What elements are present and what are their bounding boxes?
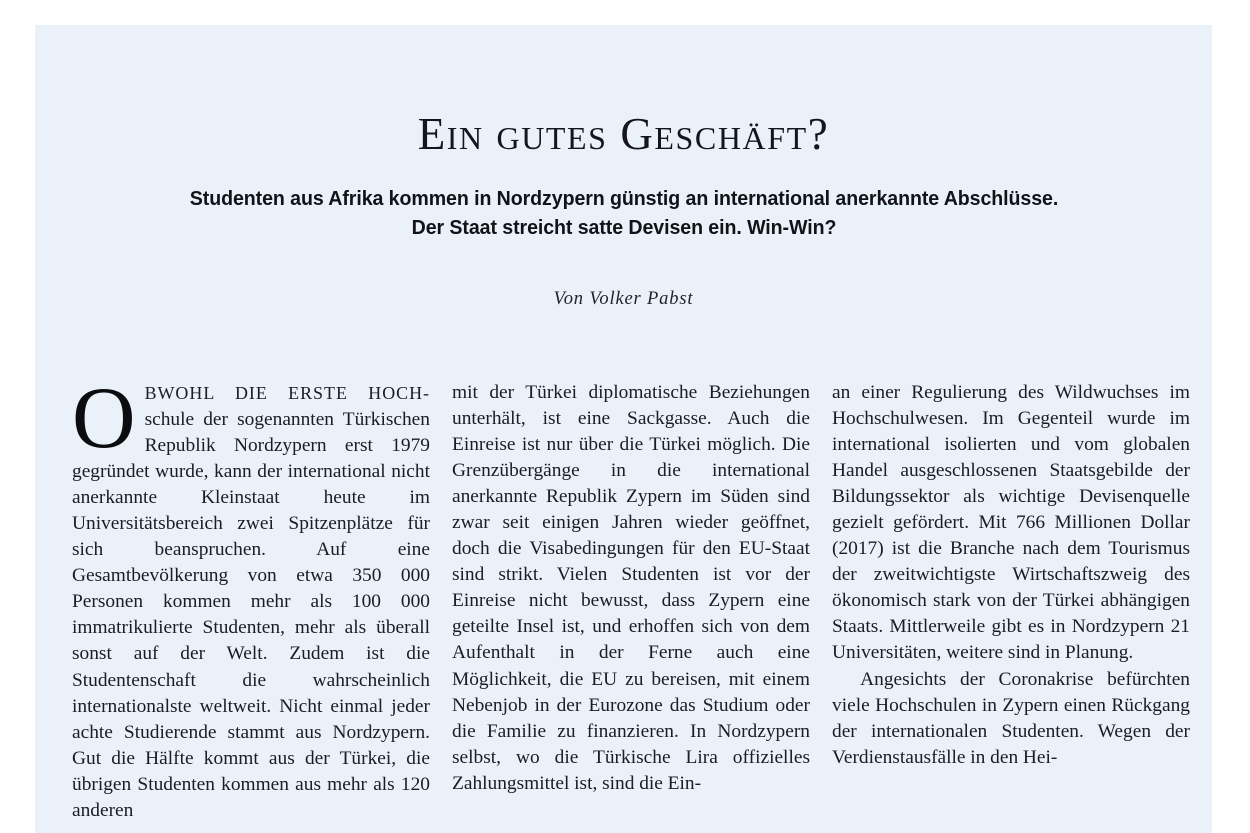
subheadline-line-2: Der Staat streicht satte Devisen ein. Win-Win?: [411, 216, 836, 240]
article-masthead: [35, 25, 1212, 310]
subheadline-line-1: Studenten aus Afrika kommen in Nordzypern günstig an international anerkannte Abschlüsse.: [189, 187, 1058, 211]
article-byline: Von Volker Pabst: [553, 289, 694, 310]
article-page: [35, 25, 1212, 833]
article-paragraph: [452, 380, 810, 797]
article-paragraph: [832, 380, 1190, 667]
article-body-columns: [72, 380, 1192, 833]
article-subheadline: [127, 184, 1120, 242]
article-paragraph: [72, 380, 430, 824]
page-title: Ein gutes Geschäft?: [417, 109, 830, 159]
article-column-2: [452, 380, 810, 833]
article-column-3: [832, 380, 1190, 833]
article-paragraph-text: mit der Türkei diplomatische Beziehungen unterhält, ist eine Sackgasse. Auch die Einreise ist nur über die Türkei möglich. Die Grenzübergänge in die international anerkannte Republik Zypern im Süden sind zwar seit einigen Jahren wieder geöffnet, doch die Visabedingungen für den EU-Staat sind strikt. Vielen Studenten ist vor der Einreise nicht bewusst, dass Zypern eine geteilte Insel ist, und erhoffen sich von dem Aufenthalt in der Ferne auch eine Möglichkeit, die EU zu bereisen, mit einem Nebenjob in der Eurozone das Studium oder die Familie zu finanzieren. In Nordzypern selbst, wo die Türkische Lira offizielles Zahlungsmittel ist, sind die Ein-: [452, 382, 810, 794]
article-leadin: BWOHL DIE ERSTE HOCH-: [144, 383, 430, 403]
drop-cap: O: [72, 380, 136, 467]
article-paragraph: [832, 667, 1190, 771]
article-paragraph-text: an einer Regulierung des Wildwuchses im Hochschulwesen. Im Gegenteil wurde im international isolierten und vom globalen Handel ausgeschlossenen Staatsgebilde der Bildungssektor als wichtige Devisenquelle gezielt gefördert. Mit 766 Millionen Dollar (2017) ist die Branche nach dem Tourismus der zweitwichtigste Wirtschaftszweig des ökonomisch stark von der Türkei abhängigen Staats. Mittlerweile gibt es in Nordzypern 21 Universitäten, weitere sind in Planung.: [832, 382, 1190, 664]
article-column-1: [72, 380, 430, 833]
article-paragraph-text: Angesichts der Coronakrise befürchten viele Hochschulen in Zypern einen Rückgang der internationalen Studenten. Wegen der Verdienstausfälle in den Hei-: [832, 668, 1190, 768]
article-paragraph-text: schule der sogenannten Türkischen Republik Nordzypern erst 1979 gegründet wurde, kann der international nicht anerkannte Kleinstaat heute im Universitätsbereich zwei Spitzenplätze für sich beanspruchen. Auf eine Gesamtbevölkerung von etwa 350 000 Personen kommen mehr als 100 000 immatrikulierte Studenten, mehr als überall sonst auf der Welt. Zudem ist die Studentenschaft die wahrscheinlich internationalste weltweit. Nicht einmal jeder achte Studierende stammt aus Nordzypern. Gut die Hälfte kommt aus der Türkei, die übrigen Studenten kommen aus mehr als 120 anderen: [72, 409, 430, 821]
